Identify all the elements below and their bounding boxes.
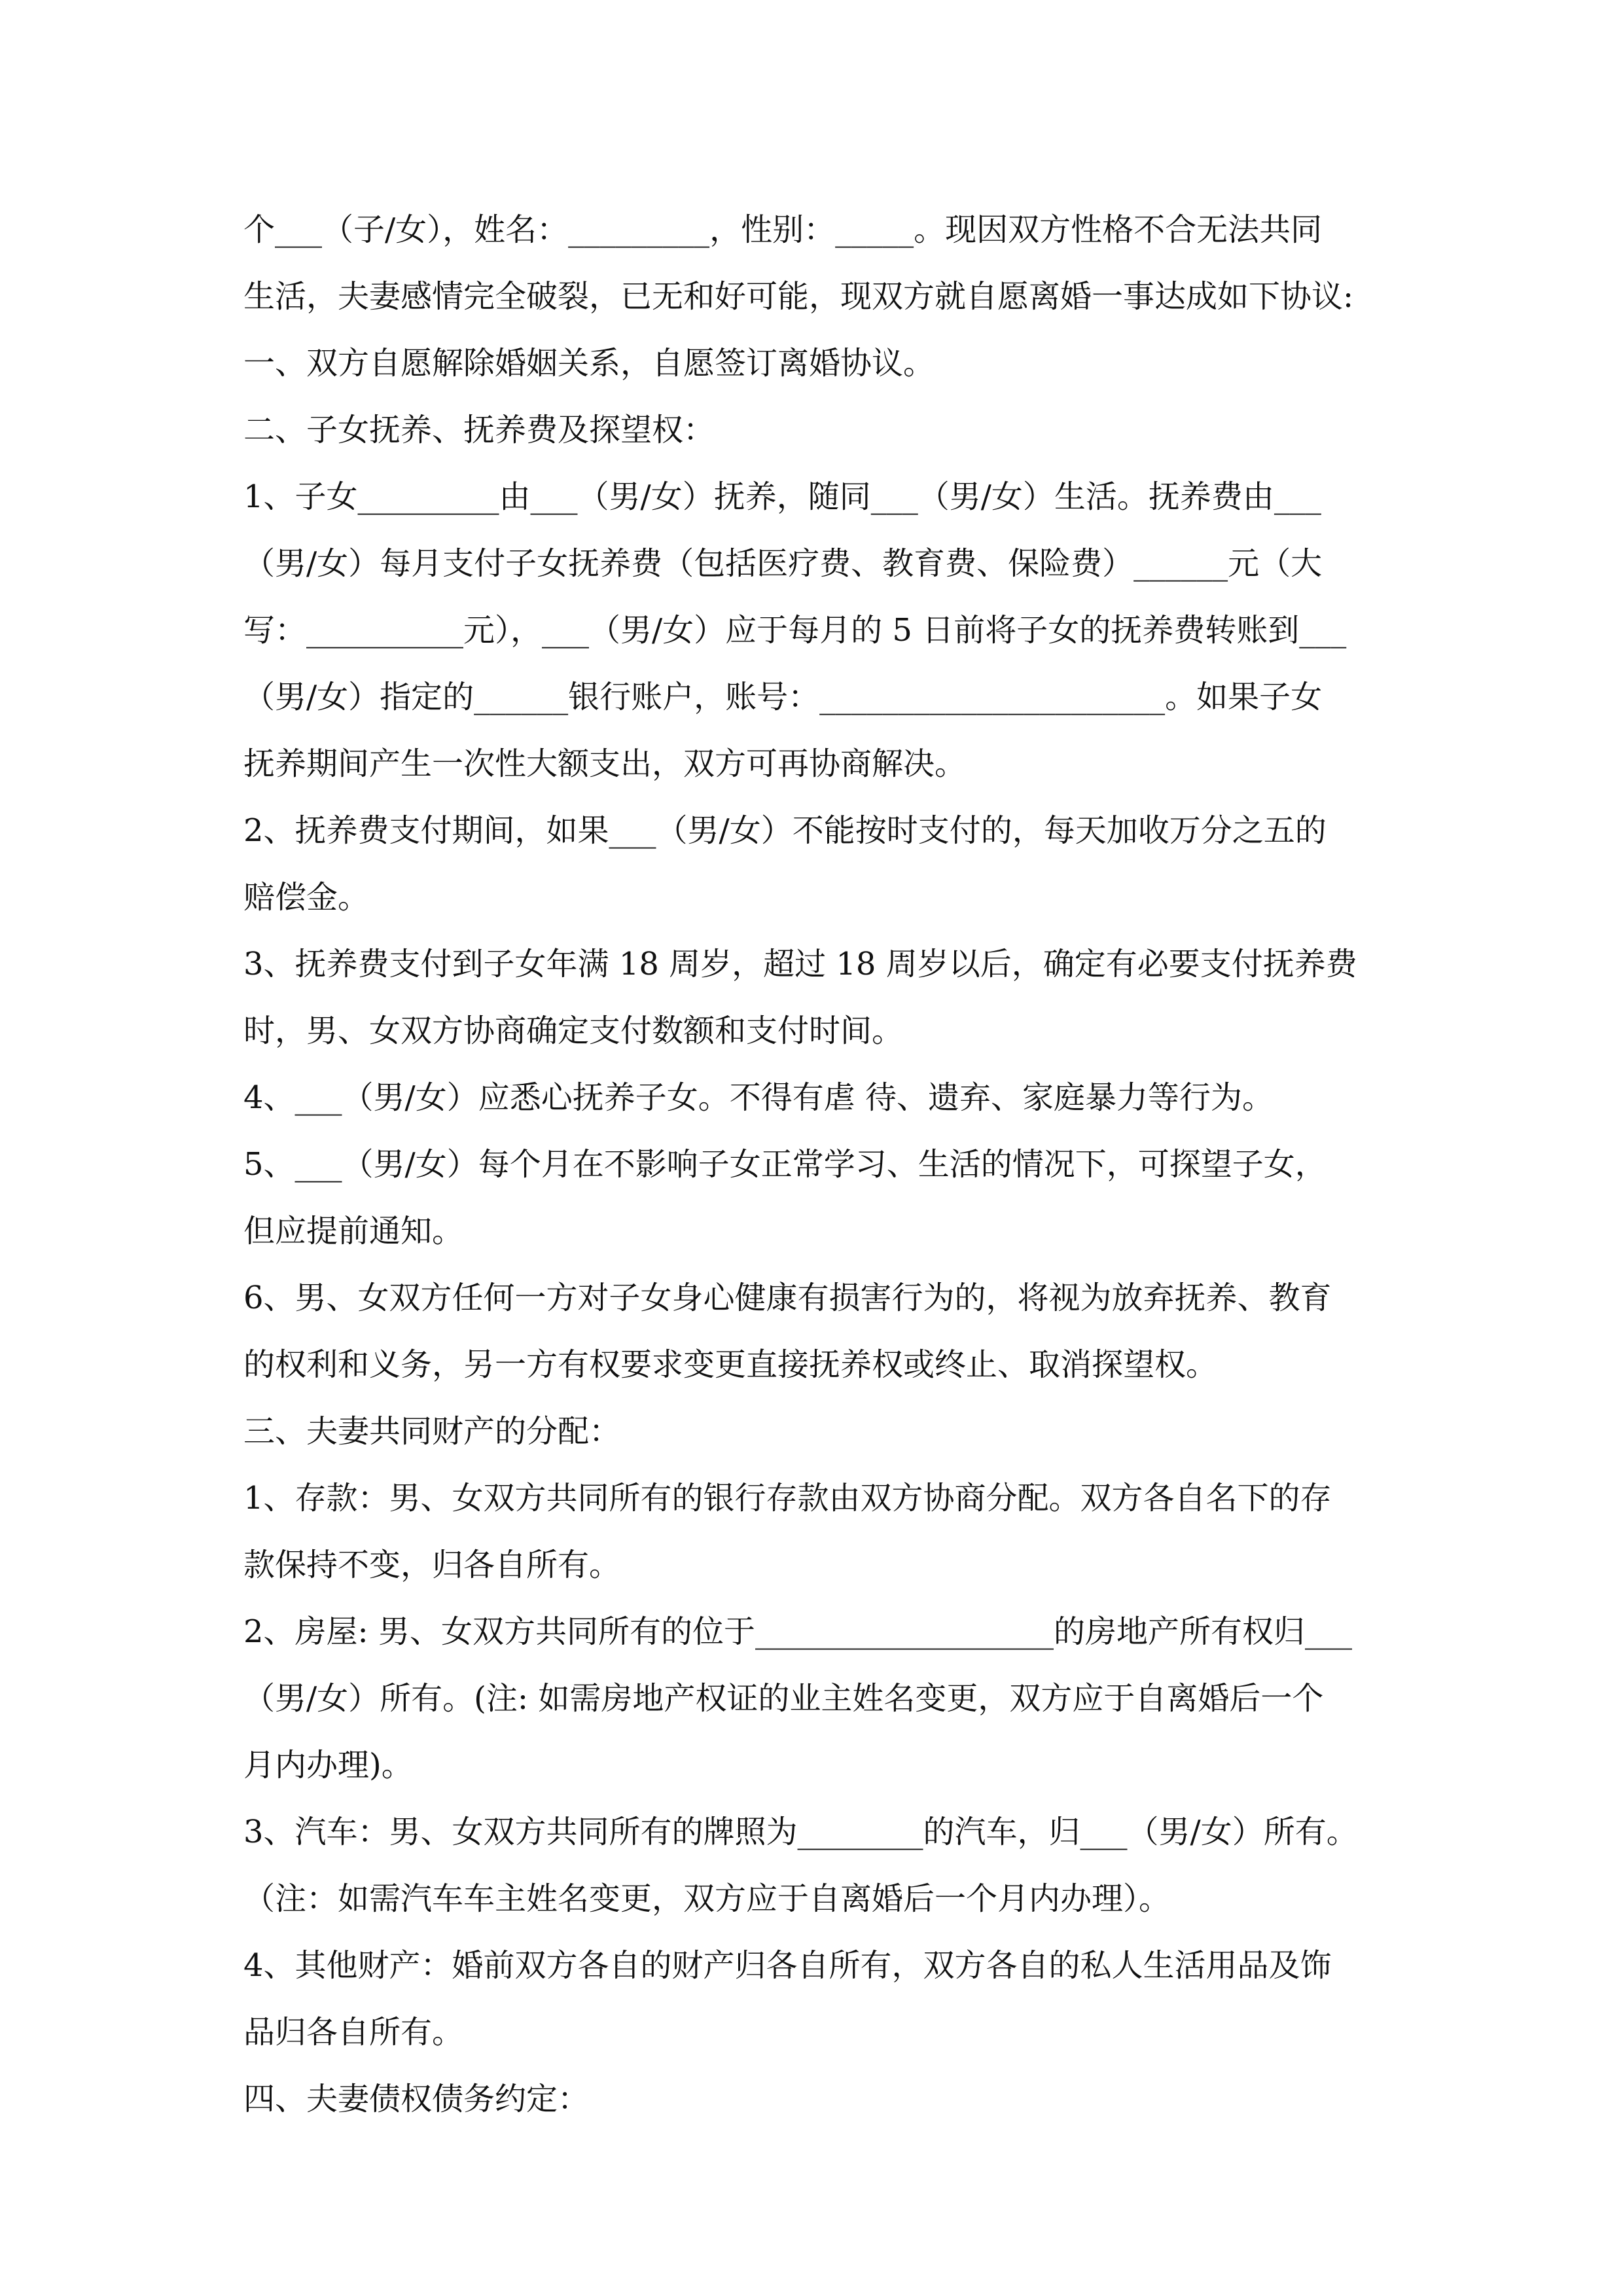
text-line: 4、其他财产：婚前双方各自的财产归各自所有，双方各自的私人生活用品及饰 (243, 1947, 1332, 1984)
text-line: 生活，夫妻感情完全破裂，已无和好可能，现双方就自愿离婚一事达成如下协议: (243, 278, 1354, 315)
section-heading: 三、夫妻共同财产的分配： (243, 1413, 621, 1450)
text-line: 4、___（男/女）应悉心抚养子女。不得有虐 待、遗弃、家庭暴力等行为。 (243, 1079, 1274, 1116)
text-line: 的权利和义务，另一方有权要求变更直接抚养权或终止、取消探望权。 (243, 1346, 1218, 1383)
text-line: 1、子女_________由___（男/女）抚养，随同___（男/女）生活。抚养费由___ (243, 478, 1321, 515)
text-line: 5、___（男/女）每个月在不影响子女正常学习、生活的情况下，可探望子女， (243, 1146, 1327, 1183)
text-line: 品归各自所有。 (243, 2014, 464, 2051)
section-heading: 一、双方自愿解除婚姻关系，自愿签订离婚协议。 (243, 345, 935, 382)
section-heading: 二、子女抚养、抚养费及探望权： (243, 412, 715, 448)
text-line: 个___（子/女），姓名：_________，性别：_____。现因双方性格不合无法共同 (243, 211, 1323, 248)
text-line: 2、房屋: 男、女双方共同所有的位于___________________的房地产所有权归___ (243, 1613, 1352, 1650)
text-line: （注：如需汽车车主姓名变更，双方应于自离婚后一个月内办理）。 (243, 1880, 1171, 1917)
document-body (243, 196, 1369, 2132)
text-line: （男/女）所有。(注: 如需房地产权证的业主姓名变更，双方应于自离婚后一个 (243, 1680, 1324, 1717)
text-line: 时，男、女双方协商确定支付数额和支付时间。 (243, 1013, 904, 1049)
text-line: 写：__________元），___（男/女）应于每月的 5 日前将子女的抚养费转账到___ (243, 612, 1347, 649)
text-line: 2、抚养费支付期间，如果___（男/女）不能按时支付的，每天加收万分之五的 (243, 812, 1327, 849)
text-line: 1、存款：男、女双方共同所有的银行存款由双方协商分配。双方各自名下的存 (243, 1480, 1332, 1516)
text-line: 月内办理)。 (243, 1747, 413, 1784)
text-line: （男/女）指定的______银行账户，账号：______________________。如果子女 (243, 679, 1323, 715)
text-line: 款保持不变，归各自所有。 (243, 1547, 621, 1583)
text-line: 赔偿金。 (243, 879, 370, 916)
text-line: （男/女）每月支付子女抚养费（包括医疗费、教育费、保险费）______元（大 (243, 545, 1323, 582)
text-line: 但应提前通知。 (243, 1213, 464, 1249)
text-line: 6、男、女双方任何一方对子女身心健康有损害行为的，将视为放弃抚养、教育 (243, 1280, 1332, 1316)
text-line: 抚养期间产生一次性大额支出，双方可再协商解决。 (243, 745, 967, 782)
text-line: 3、抚养费支付到子女年满 18 周岁，超过 18 周岁以后，确定有必要支付抚养费 (243, 946, 1357, 982)
text-line: 3、汽车：男、女双方共同所有的牌照为________的汽车，归___（男/女）所有。 (243, 1814, 1358, 1850)
section-heading: 四、夫妻债权债务约定： (243, 2081, 590, 2117)
